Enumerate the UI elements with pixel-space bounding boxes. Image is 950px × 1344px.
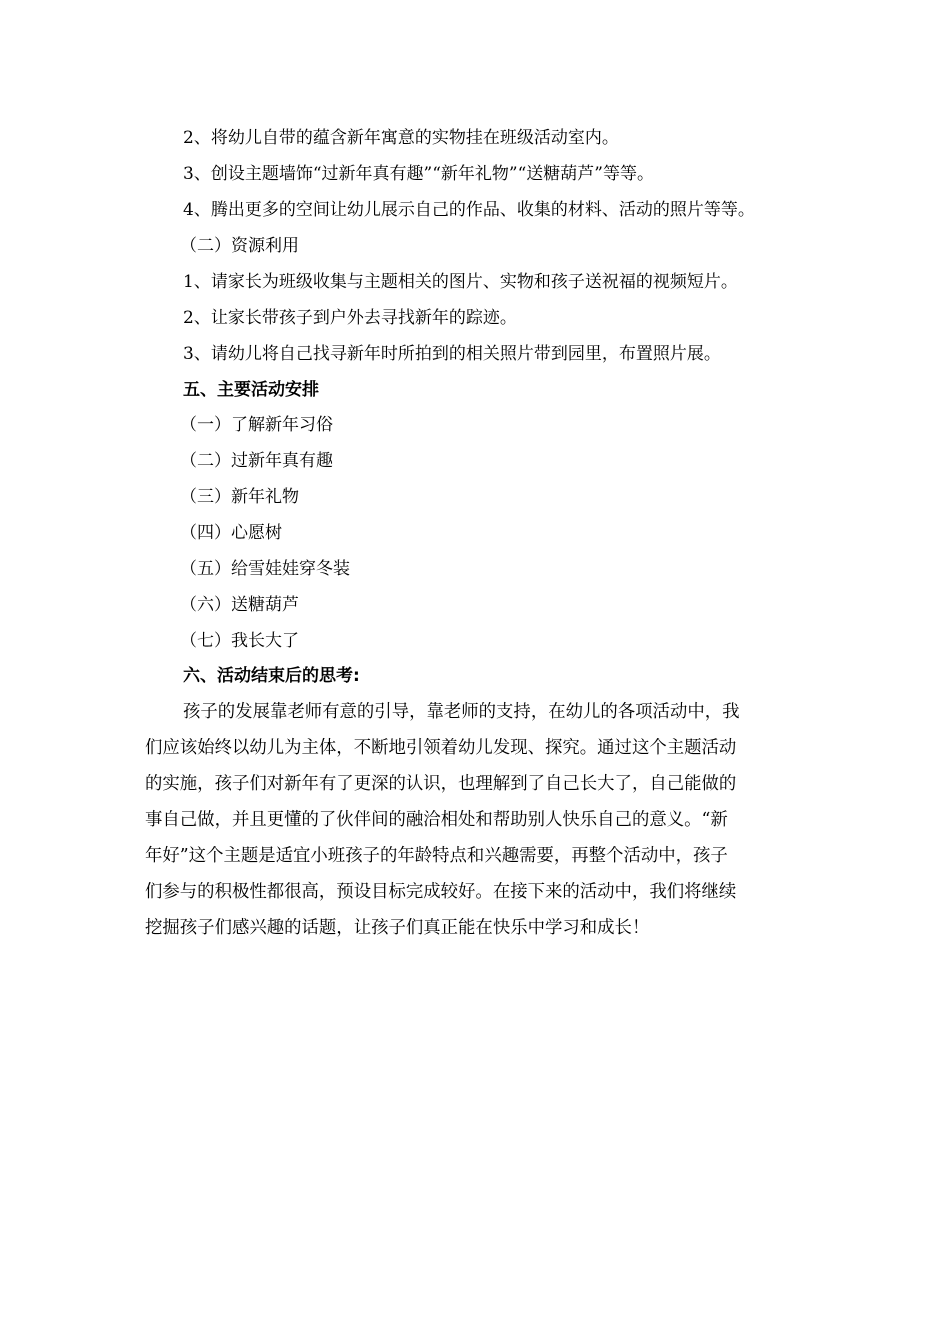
activity-item: （六）送糖葫芦 [180, 595, 299, 615]
subsection-heading: （二）资源利用 [180, 236, 299, 256]
list-item: 2、让家长带孩子到户外去寻找新年的踪迹。 [183, 308, 517, 328]
activity-item: （七）我长大了 [180, 631, 299, 651]
activity-item: （五）给雪娃娃穿冬装 [180, 559, 350, 579]
paragraph-line: 孩子的发展靠老师有意的引导，靠老师的支持，在幼儿的各项活动中，我 [183, 702, 740, 722]
section-heading: 五、主要活动安排 [183, 380, 319, 400]
paragraph-line: 的实施，孩子们对新年有了更深的认识，也理解到了自己长大了，自己能做的 [145, 774, 737, 794]
list-item: 3、创设主题墙饰“过新年真有趣”“新年礼物”“送糖葫芦”等等。 [183, 164, 654, 184]
paragraph-line: 们应该始终以幼儿为主体，不断地引领着幼儿发现、探究。通过这个主题活动 [145, 738, 737, 758]
paragraph-line: 们参与的积极性都很高，预设目标完成较好。在接下来的活动中，我们将继续 [145, 882, 737, 902]
list-item: 1、请家长为班级收集与主题相关的图片、实物和孩子送祝福的视频短片。 [183, 272, 738, 292]
paragraph-line: 事自己做，并且更懂的了伙伴间的融洽相处和帮助别人快乐自己的意义。“新 [145, 810, 728, 830]
list-item: 2、将幼儿自带的蕴含新年寓意的实物挂在班级活动室内。 [183, 128, 619, 148]
section-heading: 六、活动结束后的思考: [183, 666, 360, 686]
activity-item: （三）新年礼物 [180, 487, 299, 507]
activity-item: （二）过新年真有趣 [180, 451, 333, 471]
paragraph-line: 挖掘孩子们感兴趣的话题，让孩子们真正能在快乐中学习和成长！ [145, 918, 650, 938]
paragraph-line: 年好”这个主题是适宜小班孩子的年龄特点和兴趣需要，再整个活动中，孩子 [145, 846, 728, 866]
activity-item: （四）心愿树 [180, 523, 282, 543]
activity-item: （一）了解新年习俗 [180, 415, 333, 435]
list-item: 3、请幼儿将自己找寻新年时所拍到的相关照片带到园里，布置照片展。 [183, 344, 721, 364]
list-item: 4、腾出更多的空间让幼儿展示自己的作品、收集的材料、活动的照片等等。 [183, 200, 755, 220]
